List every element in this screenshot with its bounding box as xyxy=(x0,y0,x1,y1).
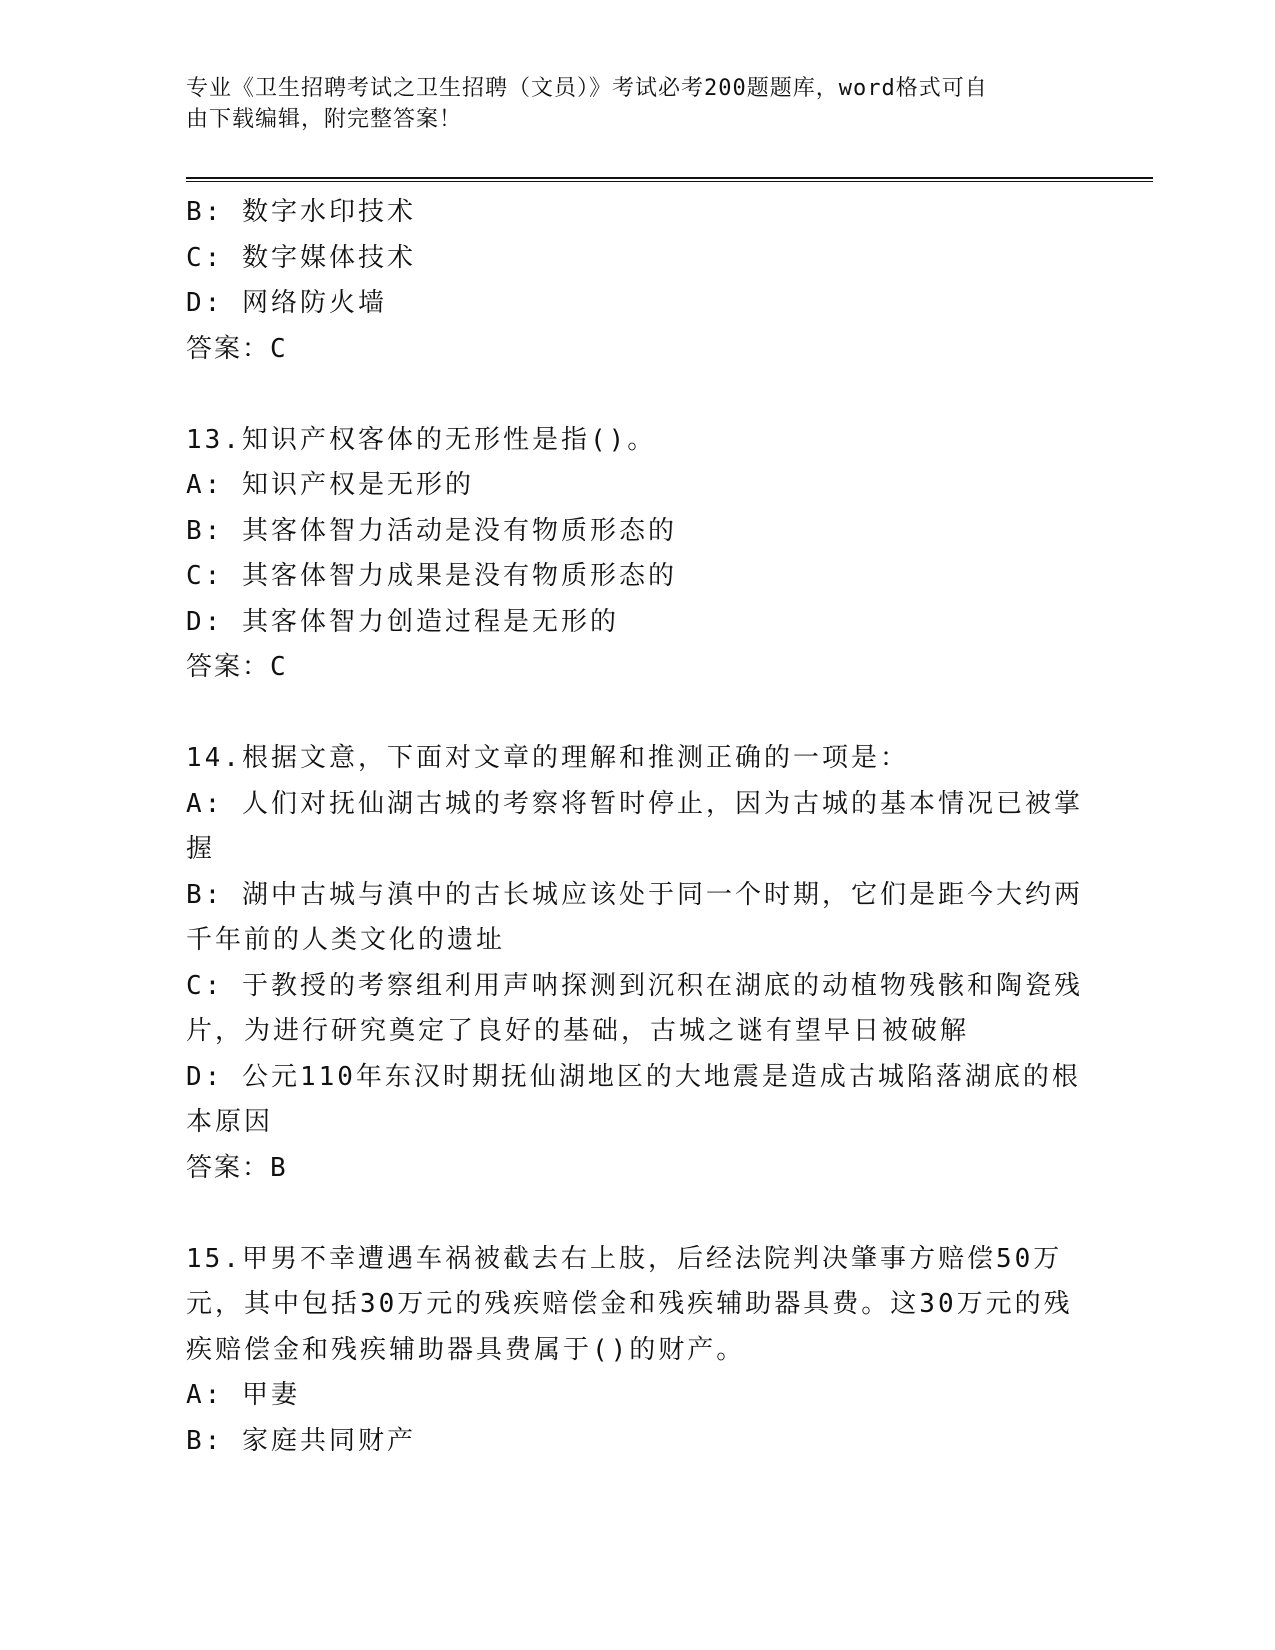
option-c: C: 于教授的考察组利用声呐探测到沉积在湖底的动植物残骸和陶瓷残片，为进行研究奠定了良好的基础，古城之谜有望早日被破解 xyxy=(186,970,1083,1046)
option-b: B: 数字水印技术 xyxy=(186,197,416,227)
header-divider-thin xyxy=(186,181,1153,182)
question-text: 15.甲男不幸遭遇车祸被截去右上肢，后经法院判决肇事方赔偿50万元，其中包括30万元的残疾赔偿金和残疾辅助器具费。这30万元的残疾赔偿金和残疾辅助器具费属于()的财产。 xyxy=(186,1243,1073,1365)
option-d: D: 公元110年东汉时期抚仙湖地区的大地震是造成古城陷落湖底的根本原因 xyxy=(186,1061,1081,1137)
option-a: A: 甲妻 xyxy=(186,1380,300,1410)
header-line-1: 专业《卫生招聘考试之卫生招聘（文员）》考试必考200题题库，word格式可自 xyxy=(186,76,988,101)
option-b: B: 其客体智力活动是没有物质形态的 xyxy=(186,515,677,546)
option-b: B: 湖中古城与滇中的古长城应该处于同一个时期，它们是距今大约两千年前的人类文化的遗址 xyxy=(186,879,1083,955)
header-line-2: 由下载编辑，附完整答案！ xyxy=(186,107,463,132)
option-a: A: 知识产权是无形的 xyxy=(186,470,474,500)
header-divider-thick xyxy=(186,177,1153,179)
question-block-15 xyxy=(186,1237,1086,1465)
question-block-14 xyxy=(186,736,1086,1191)
option-c: C: 其客体智力成果是没有物质形态的 xyxy=(186,561,677,591)
option-b: B: 家庭共同财产 xyxy=(186,1425,416,1456)
spacer xyxy=(186,372,1086,418)
option-c: C: 数字媒体技术 xyxy=(186,242,416,273)
question-block-13 xyxy=(186,418,1086,691)
document-header xyxy=(186,73,1066,135)
option-d: D: 其客体智力创造过程是无形的 xyxy=(186,606,619,637)
option-a: A: 人们对抚仙湖古城的考察将暂时停止，因为古城的基本情况已被掌握 xyxy=(186,788,1083,864)
question-text: 14.根据文意，下面对文章的理解和推测正确的一项是： xyxy=(186,743,909,773)
answer-line: 答案：B xyxy=(186,1152,288,1183)
question-text: 13.知识产权客体的无形性是指()。 xyxy=(186,424,657,455)
answer-line: 答案：C xyxy=(186,333,288,364)
spacer xyxy=(186,691,1086,737)
answer-line: 答案：C xyxy=(186,652,288,682)
question-list xyxy=(186,190,1086,1464)
option-d: D: 网络防火墙 xyxy=(186,288,387,318)
spacer xyxy=(186,1191,1086,1237)
question-block-12-continued xyxy=(186,190,1086,372)
